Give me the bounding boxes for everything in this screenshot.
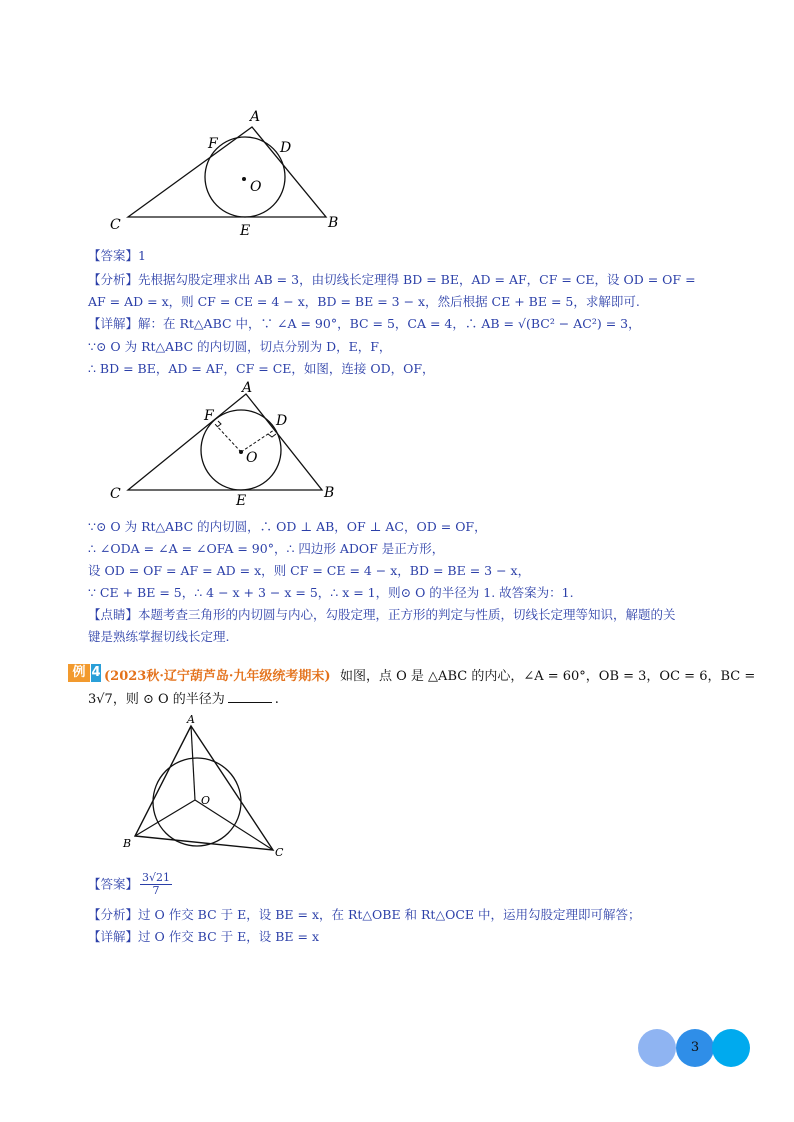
comment-tag: 【点睛】 [88, 607, 139, 622]
comment-1-line1: 【点睛】本题考查三角形的内切圆与内心，勾股定理，正方形的判定与性质，切线长定理等知识，解题的关 [88, 607, 676, 622]
label-c: C [110, 217, 121, 233]
answer-tag: 【答案】 [88, 248, 139, 263]
label-c: C [275, 846, 284, 859]
page-number: 3 [690, 1040, 700, 1055]
segment-ao [191, 726, 195, 800]
label-a: A [242, 380, 253, 396]
label-b: B [324, 485, 335, 501]
answer-2 [88, 872, 172, 897]
detail-tag: 【详解】 [88, 316, 139, 331]
page-circle-light [638, 1029, 676, 1067]
example-number: 4 [91, 665, 101, 680]
analysis-1-line1: 【分析】先根据勾股定理求出 AB = 3，由切线长定理得 BD = BE，AD = AF，CF = CE，设 OD = OF = [88, 272, 696, 287]
center-dot [242, 177, 246, 181]
analysis-tag: 【分析】 [88, 272, 139, 287]
label-e: E [236, 493, 247, 509]
label-a: A [187, 713, 195, 726]
detail-1b-line1: ∵⊙ O 为 Rt△ABC 的内切圆，∴ OD ⊥ AB，OF ⊥ AC，OD = OF， [88, 519, 487, 534]
fraction-denominator: 7 [152, 884, 160, 897]
label-b: B [328, 215, 339, 231]
segment-of [214, 423, 241, 452]
triangle-abc [128, 394, 322, 490]
label-f: F [208, 136, 218, 152]
figure-incenter [115, 712, 295, 862]
detail-1-line2: ∵⊙ O 为 Rt△ABC 的内切圆，切点分别为 D，E，F， [88, 339, 392, 354]
incircle [153, 758, 241, 846]
fraction-numerator: 3√21 [142, 871, 171, 884]
figure-incircle-1 [100, 105, 360, 240]
analysis-2-line1: 【分析】过 O 作交 BC 于 E，设 BE = x，在 Rt△OBE 和 Rt△OCE 中，运用勾股定理即可解答； [88, 907, 641, 922]
detail-tag: 【详解】 [88, 929, 139, 944]
label-a: A [250, 109, 261, 125]
label-d: D [280, 140, 292, 156]
detail-1b-line2: ∴ ∠ODA = ∠A = ∠OFA = 90°，∴ 四边形 ADOF 是正方形， [88, 541, 445, 556]
right-angle-d [268, 434, 276, 437]
comment-1-line2: 键是熟练掌握切线长定理. [88, 629, 230, 644]
label-o: O [246, 450, 258, 466]
analysis-tag: 【分析】 [88, 907, 139, 922]
detail-1b-line4: ∵ CE + BE = 5，∴ 4 − x + 3 − x = 5，∴ x = 1，则⊙ O 的半径为 1. 故答案为：1. [88, 585, 574, 600]
answer-tag: 【答案】 [88, 876, 139, 892]
answer-value: 1 [138, 248, 146, 263]
right-angle-f [217, 421, 221, 427]
segment-od [241, 430, 274, 452]
triangle-abc [128, 127, 326, 217]
detail-1-line1: 【详解】解：在 Rt△ABC 中，∵ ∠A = 90°，BC = 5，CA = 4，∴ AB = √(BC² − AC²) = 3， [88, 316, 641, 331]
page-circle-dark [712, 1029, 750, 1067]
label-f: F [204, 408, 214, 424]
label-b: B [123, 837, 132, 850]
answer-1 [88, 248, 146, 264]
figure-incircle-2 [100, 380, 360, 510]
example-stem-line2: 3√7，则 ⊙ O 的半径为 . [88, 692, 279, 707]
answer-fraction [140, 872, 172, 897]
example-source: (2023秋·辽宁葫芦岛·九年级统考期末) [104, 669, 331, 684]
label-o: O [201, 794, 211, 807]
label-o: O [250, 179, 262, 195]
label-d: D [276, 413, 288, 429]
detail-2-line1: 【详解】过 O 作交 BC 于 E，设 BE = x [88, 929, 319, 944]
analysis-1-line2: AF = AD = x，则 CF = CE = 4 − x，BD = BE = 3 − x，然后根据 CE + BE = 5，求解即可. [88, 294, 640, 309]
segment-co [195, 800, 273, 850]
label-e: E [240, 223, 251, 239]
detail-1-line3: ∴ BD = BE，AD = AF，CF = CE，如图，连接 OD，OF， [88, 361, 435, 376]
example-stem-line1: 如图，点 O 是 △ABC 的内心，∠A = 60°，OB = 3，OC = 6，BC = [340, 669, 756, 684]
label-c: C [110, 486, 121, 502]
example-badge: 例 [68, 664, 90, 682]
detail-1b-line3: 设 OD = OF = AF = AD = x，则 CF = CE = 4 − x，BD = BE = 3 − x， [88, 563, 531, 578]
answer-blank [228, 702, 272, 703]
